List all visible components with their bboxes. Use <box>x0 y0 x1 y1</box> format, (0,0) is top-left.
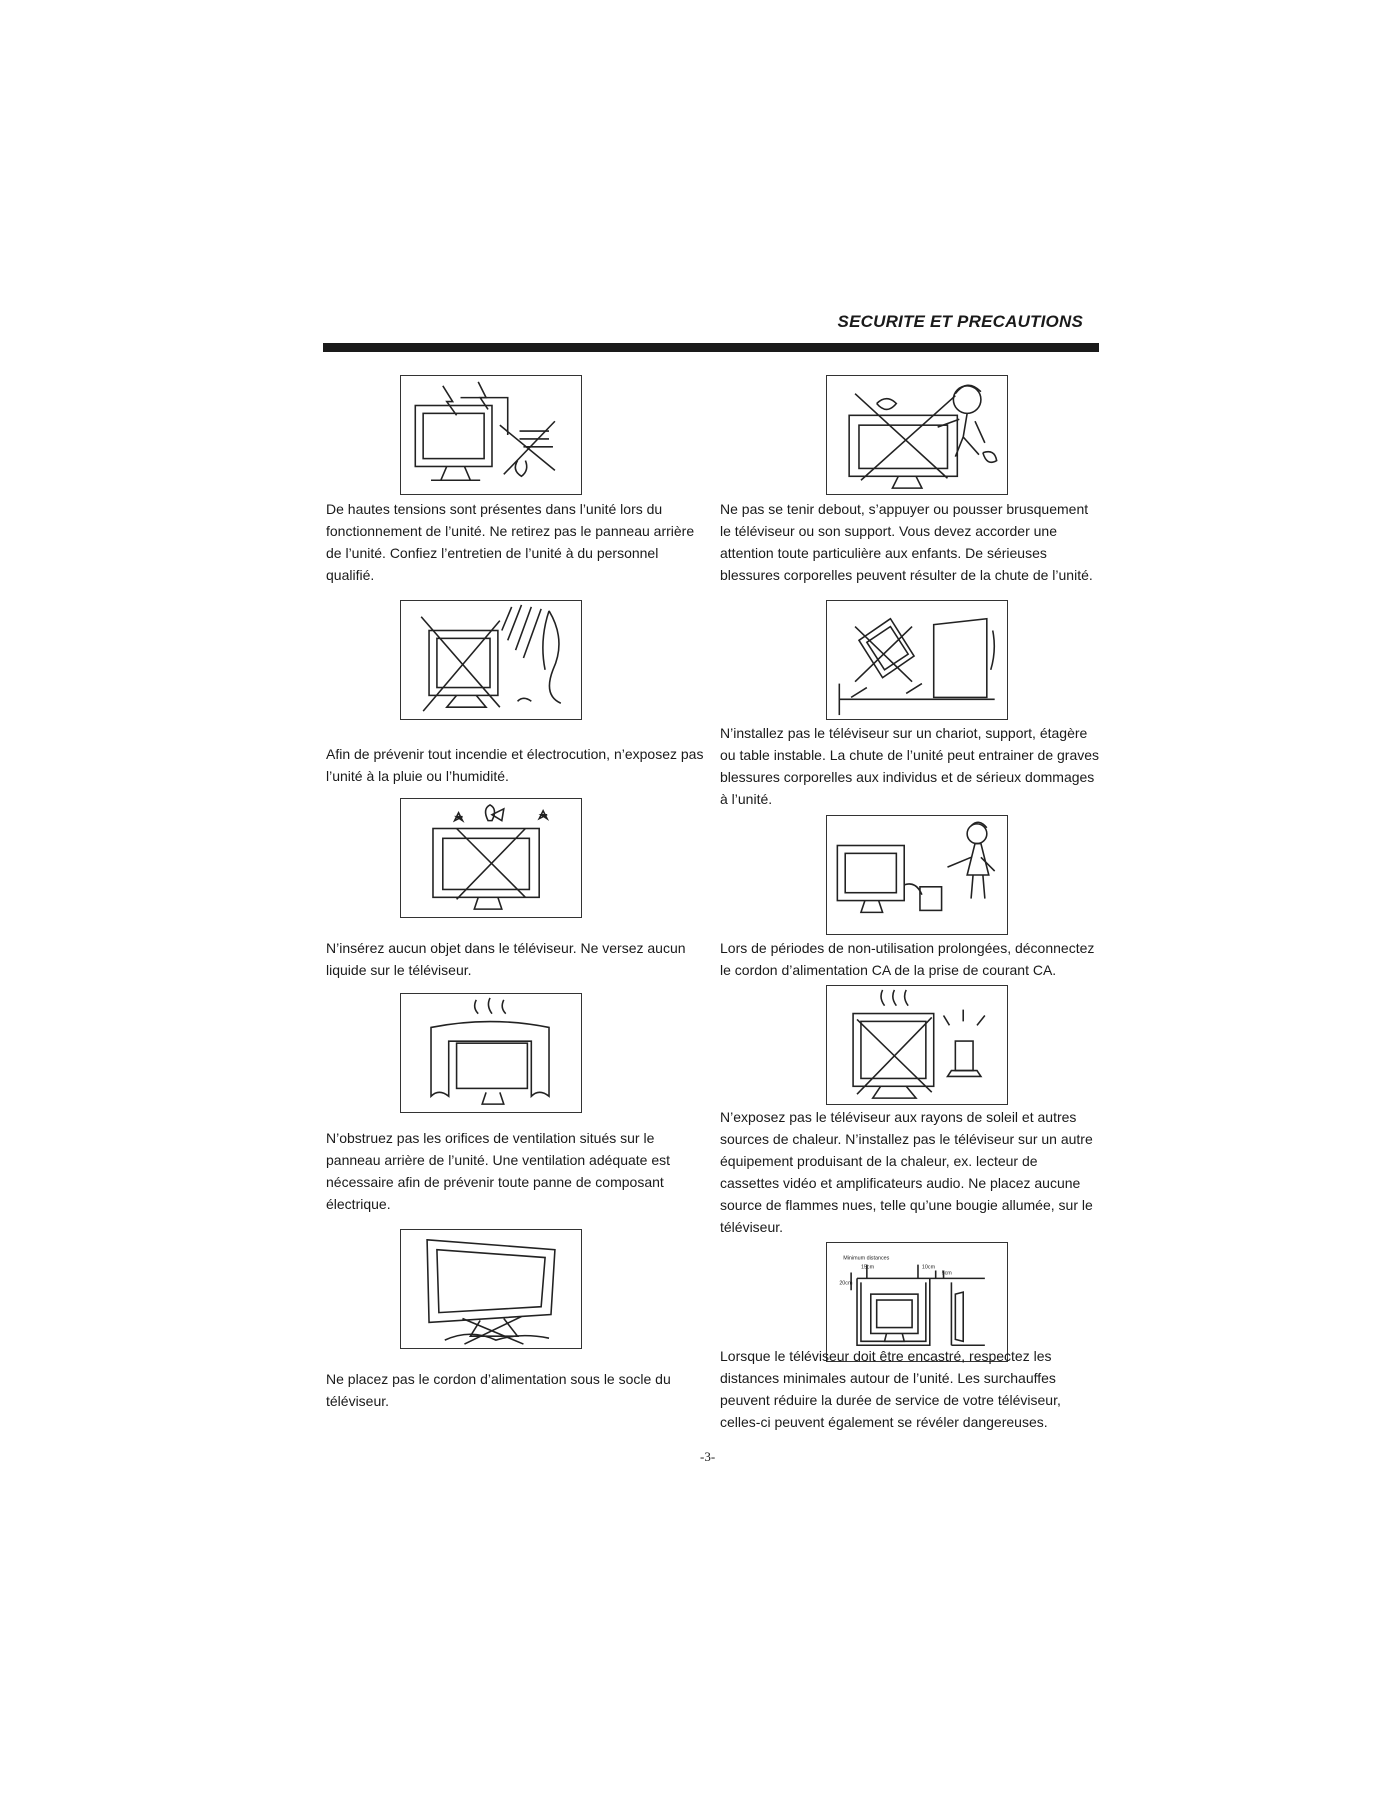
rain-humidity-warning-icon <box>400 600 582 720</box>
warning-text-unstable-stand: N’installez pas le téléviseur sur un chariot, support, étagère ou table instable. La chute de l’unité peut entrainer de graves blessures corporelles aux individus et de sérieux dommages à l’unité. <box>720 725 1100 807</box>
diagram-label-10cm: 10cm <box>921 1264 936 1271</box>
header-rule <box>323 343 1099 352</box>
warning-text-child-pushing: Ne pas se tenir debout, s’appuyer ou pousser brusquement le téléviseur ou son support. Vous devez accorder une attention toute particulière aux enfants. De sérieuses blessures corporelles peuvent résulter de la chute de l’unité. <box>720 501 1093 583</box>
diagram-title: Minimum distances <box>843 1255 890 1262</box>
warning-text-ventilation: N’obstruez pas les orifices de ventilation situés sur le panneau arrière de l’unité. Une ventilation adéquate est nécessaire afin de prévenir toute panne de composant électrique. <box>326 1130 671 1212</box>
diagram-label-5cm: 5cm <box>941 1270 952 1277</box>
no-objects-on-tv-icon <box>400 798 582 918</box>
power-cord-under-stand-icon <box>400 1229 582 1349</box>
page-header-title: SECURITE ET PRECAUTIONS <box>837 312 1083 331</box>
page-number: -3- <box>700 1449 716 1464</box>
warning-text-power-cord: Ne placez pas le cordon d’alimentation sous le socle du téléviseur. <box>326 1371 671 1409</box>
high-voltage-warning-icon <box>400 375 582 495</box>
heat-source-warning-icon <box>826 985 1008 1105</box>
minimum-distances-diagram-icon <box>826 1242 1008 1362</box>
diagram-label-20cm: 20cm <box>839 1280 853 1287</box>
diagram-label-15cm: 15cm <box>860 1264 875 1271</box>
warning-text-unplug: Lors de périodes de non-utilisation prolongées, déconnectez le cordon d’alimentation CA de la prise de courant CA. <box>720 940 1095 978</box>
warning-text-heat-source: N’exposez pas le téléviseur aux rayons de soleil et autres sources de chaleur. N’installez pas le téléviseur sur un autre équipement produisant de la chaleur, ex. lecteur de cassettes vidéo et amplificateurs audio. Ne placez aucune source de flammes nues, telle qu’une bougie allumée, sur le téléviseur. <box>720 1109 1093 1235</box>
covered-ventilation-icon <box>400 993 582 1113</box>
warning-text-minimum-distances: Lorsque le téléviseur doit être encastré, respectez les distances minimales autour de l’unité. Les surchauffes peuvent réduire la durée de service de votre téléviseur, celles-ci peuvent également se révéler dangereuses. <box>720 1348 1061 1430</box>
child-pushing-tv-icon <box>826 375 1008 495</box>
warning-text-high-voltage: De hautes tensions sont présentes dans l’unité lors du fonctionnement de l’unité. Ne retirez pas le panneau arrière de l’unité. Confiez l’entretien de l’unité à du personnel qualifié. <box>326 501 695 583</box>
unstable-stand-icon <box>826 600 1008 720</box>
warning-text-objects: N’insérez aucun objet dans le téléviseur. Ne versez aucun liquide sur le téléviseur. <box>326 940 686 978</box>
unplug-power-icon <box>826 815 1008 935</box>
warning-text-rain: Afin de prévenir tout incendie et électrocution, n’exposez pas l’unité à la pluie ou l’humidité. <box>326 746 704 784</box>
